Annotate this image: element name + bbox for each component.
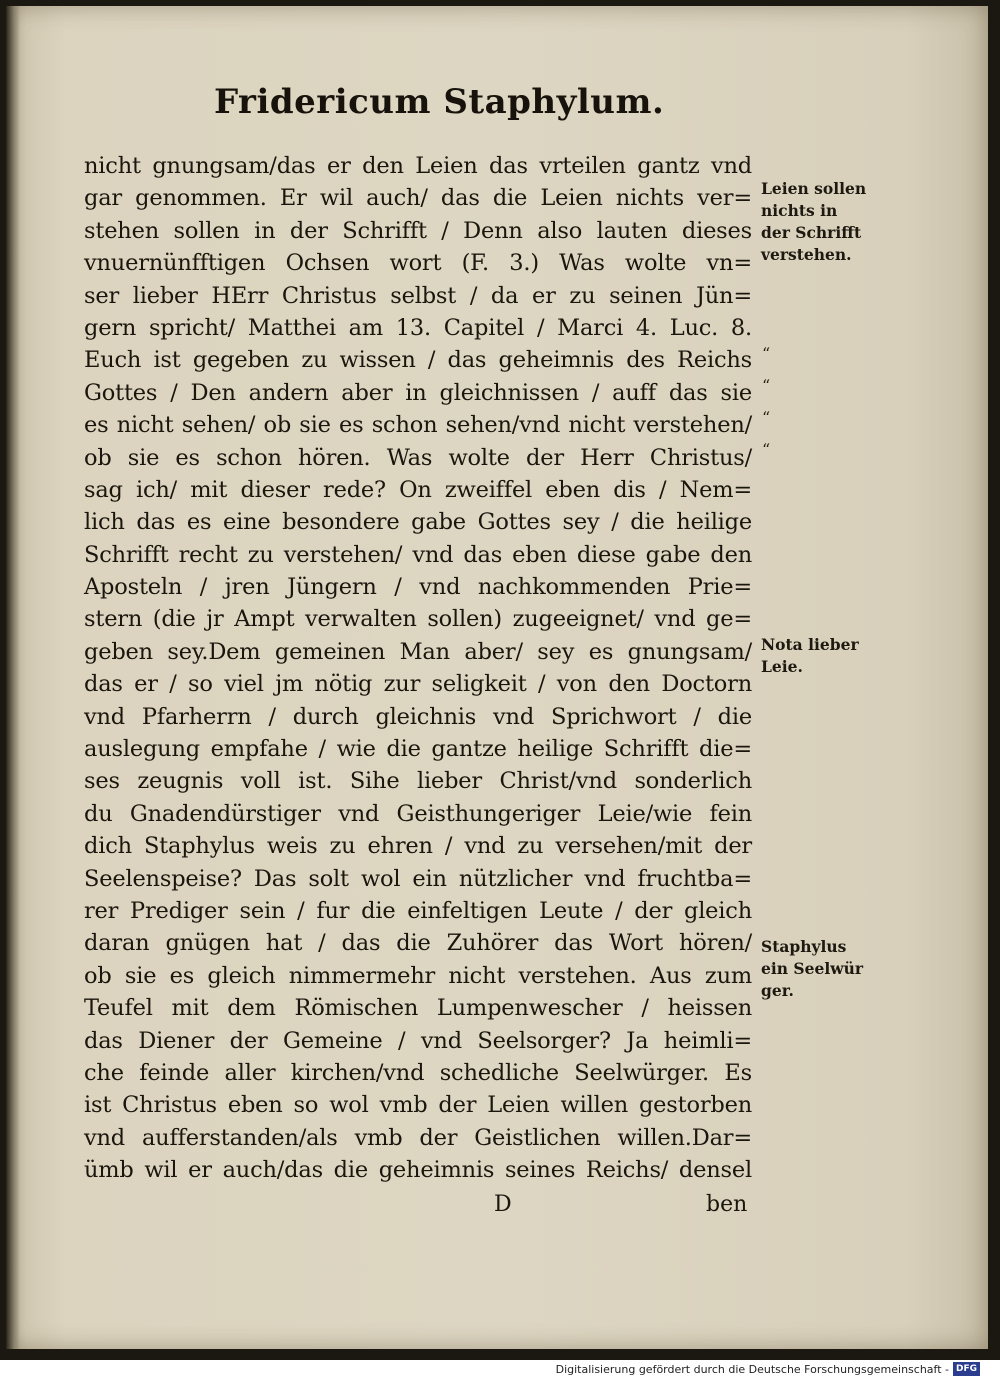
text-line: das Diener der Gemeine / vnd Seelsorger? Ja heimli= bbox=[84, 1027, 752, 1054]
quote-mark: “ bbox=[762, 408, 771, 427]
text-line: gar genommen. Er wil auch/ das die Leien nichts ver= bbox=[84, 185, 752, 212]
margin-note-line: der Schrifft bbox=[761, 223, 862, 242]
text-line: rer Prediger sein / fur die einfeltigen Leute / der gleich bbox=[84, 897, 752, 924]
text-line: Aposteln / jren Jüngern / vnd nachkommenden Prie= bbox=[84, 574, 752, 601]
text-line: sag ich/ mit dieser rede? On zweiffel eben dis / Nem= bbox=[84, 476, 752, 503]
margin-note-3 bbox=[761, 936, 901, 1002]
text-line: ümb wil er auch/das die geheimnis seines Reichs/ densel bbox=[84, 1157, 752, 1184]
text-line: vnd aufferstanden/als vmb der Geistlichen willen.Dar= bbox=[84, 1124, 752, 1151]
text-line: auslegung empfahe / wie die gantze heilige Schrifft die= bbox=[84, 736, 752, 763]
margin-note-1 bbox=[761, 178, 901, 266]
quote-mark: “ bbox=[762, 440, 771, 459]
text-line: stehen sollen in der Schrifft / Denn also lauten dieses bbox=[84, 217, 752, 244]
footer-credit bbox=[556, 1361, 980, 1377]
text-line: che feinde aller kirchen/vnd schedliche Seelwürger. Es bbox=[84, 1059, 752, 1086]
text-line: du Gnadendürstiger vnd Geisthungeriger Leie/wie fein bbox=[84, 800, 752, 827]
text-line: vnuernünfftigen Ochsen wort (F. 3.) Was wolte vn= bbox=[84, 250, 752, 277]
quote-mark: “ bbox=[762, 376, 771, 395]
dfg-logo: DFG bbox=[953, 1362, 980, 1376]
text-line: ob sie es gleich nimmermehr nicht verstehen. Aus zum bbox=[84, 962, 752, 989]
running-head: Fridericum Staphylum. bbox=[214, 82, 665, 122]
text-line: Euch ist gegeben zu wissen / das geheimnis des Reichs bbox=[84, 347, 752, 374]
quote-mark: “ bbox=[762, 344, 771, 363]
margin-note-line: Leien sollen bbox=[761, 179, 867, 198]
text-line: daran gnügen hat / das die Zuhörer das Wort hören/ bbox=[84, 930, 752, 957]
margin-note-line: Leie. bbox=[761, 657, 803, 676]
body-text bbox=[84, 150, 752, 1187]
text-line: Seelenspeise? Das solt wol ein nützlicher vnd fruchtba= bbox=[84, 865, 752, 892]
text-line: nicht gnungsam/das er den Leien das vrteilen gantz vnd bbox=[84, 153, 752, 179]
page-gutter-shadow bbox=[6, 6, 20, 1349]
margin-note-line: ein Seelwür bbox=[761, 959, 863, 978]
text-line: stern (die jr Ampt verwalten sollen) zugeeignet/ vnd ge= bbox=[84, 606, 752, 633]
text-line: es nicht sehen/ ob sie es schon sehen/vnd nicht verstehen/ bbox=[84, 412, 752, 439]
margin-note-line: nichts in bbox=[761, 201, 838, 220]
text-line: das er / so viel jm nötig zur seligkeit / von den Doctorn bbox=[84, 671, 752, 698]
text-line: ob sie es schon hören. Was wolte der Herr Christus/ bbox=[84, 444, 752, 471]
text-line: ist Christus eben so wol vmb der Leien willen gestorben bbox=[84, 1092, 752, 1119]
text-line: geben sey.Dem gemeinen Man aber/ sey es gnungsam/ bbox=[84, 638, 752, 665]
signature-mark: D bbox=[494, 1192, 512, 1217]
text-line: dich Staphylus weis zu ehren / vnd zu versehen/mit der bbox=[84, 833, 752, 860]
footer-text: Digitalisierung gefördert durch die Deutsche Forschungsgemeinschaft - bbox=[555, 1362, 949, 1376]
margin-note-2 bbox=[761, 634, 901, 678]
text-line: Teufel mit dem Römischen Lumpenwescher / heissen bbox=[84, 995, 752, 1022]
text-line: Schrifft recht zu verstehen/ vnd das eben diese gabe den bbox=[84, 541, 752, 568]
margin-note-line: Staphylus bbox=[761, 937, 847, 956]
text-line: ser lieber HErr Christus selbst / da er zu seinen Jün= bbox=[84, 282, 752, 309]
text-line: Gottes / Den andern aber in gleichnissen / auff das sie bbox=[84, 379, 752, 406]
catchword: ben bbox=[706, 1192, 748, 1217]
text-line: ses zeugnis voll ist. Sihe lieber Christ/vnd sonderlich bbox=[84, 768, 752, 795]
text-line: gern spricht/ Matthei am 13. Capitel / Marci 4. Luc. 8. bbox=[84, 314, 752, 341]
text-line: lich das es eine besondere gabe Gottes sey / die heilige bbox=[84, 509, 752, 536]
margin-note-line: verstehen. bbox=[761, 245, 852, 264]
margin-note-line: Nota lieber bbox=[761, 635, 859, 654]
text-line: vnd Pfarherrn / durch gleichnis vnd Sprichwort / die bbox=[84, 703, 752, 730]
margin-note-line: ger. bbox=[761, 981, 794, 1000]
